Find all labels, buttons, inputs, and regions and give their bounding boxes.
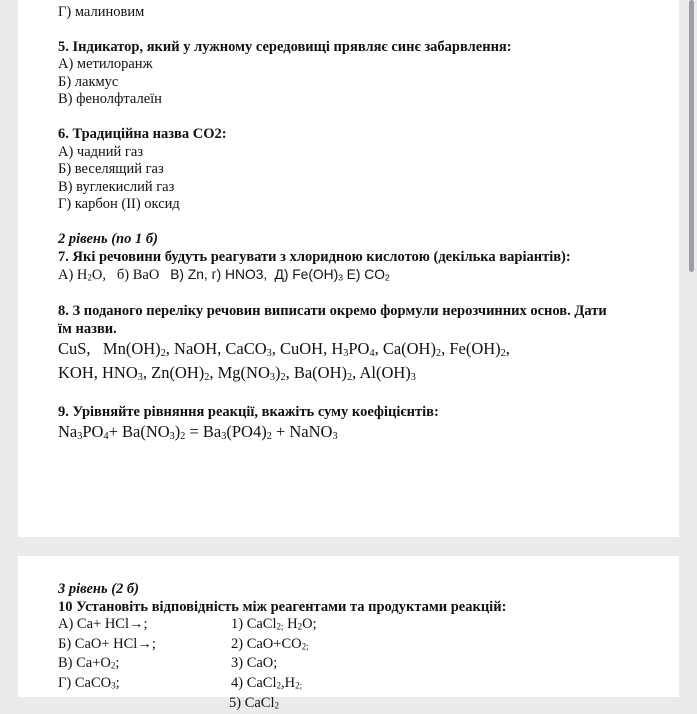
- q10-row-5: [58, 695, 659, 714]
- q10-row-3: [58, 655, 659, 675]
- q7-opt-a: А) $H_2O$,: [58, 267, 107, 284]
- worksheet-page-1: [18, 0, 679, 537]
- q5-option-a: А) метилоранж: [58, 56, 153, 73]
- q8-question-line-2: їм назви.: [58, 320, 117, 337]
- q10-row-2: [58, 636, 659, 656]
- page-2-content: [58, 581, 659, 714]
- q6-option-b: Б) веселящий газ: [58, 161, 164, 178]
- worksheet-page-2: [18, 556, 679, 711]
- scrollbar-thumb[interactable]: [689, 0, 694, 272]
- q10-question: 10 Установіть відповідність між реагентами та продуктами реакцій:: [58, 598, 507, 615]
- q8-formulas-line-2: KOH, $HNO_3$, $Zn(OH)_2$, $Mg(NO_3)_2$, $Ba(OH)_2$, $Al(OH)_3$: [58, 363, 416, 384]
- q5-option-c: В) фенолфталеїн: [58, 91, 162, 108]
- q8-formulas-line-1: CuS, $Mn(OH)_2$, NaOH, CaCO$_3$, CuOH, $H_3PO_4$, $Ca(OH)_2$, $Fe(OH)_2$,: [58, 338, 510, 359]
- q7-opt-e: Е) $CO_2$: [346, 267, 390, 283]
- q10-left-d: Г) CaCO$_3$;: [58, 675, 120, 692]
- q10-right-4: 4) $CaCl_2,H_{2;}$: [231, 675, 303, 692]
- q10-right-2: 2) $CaO+CO_{2;}$: [231, 635, 309, 652]
- q5-question: 5. Індикатор, який у лужному середовищі прявляє синє забарвлення:: [58, 38, 512, 55]
- q10-row-1: [58, 616, 659, 636]
- q9-equation: $Na_3PO_4+ Ba(NO_3)_2 = Ba_3(PO4)_2$ + NaNO$_3$: [58, 421, 338, 442]
- q7-opt-d: Д) $Fe(OH)_3$: [274, 267, 343, 283]
- q10-left-c: В) $Ca+O_2$;: [58, 655, 120, 672]
- q7-opt-c: В) Zn, г) HNO3,: [170, 267, 268, 283]
- level-2-header: 2 рівень (по 1 б): [58, 230, 158, 247]
- q10-right-5: 5) CaCl$_2$: [229, 694, 280, 711]
- q10-left-b: Б) CaO+ HCl→;: [58, 635, 156, 652]
- q8-question-line-1: 8. З поданого переліку речовин виписати окремо формули нерозчинних основ. Дати: [58, 303, 607, 320]
- q10-right-3: 3) CaO;: [231, 655, 278, 672]
- q6-option-c: В) вуглекислий газ: [58, 178, 175, 195]
- q10-row-4: [58, 675, 659, 695]
- q9-question: 9. Урівняйте рівняння реакції, вкажіть суму коефіцієнтів:: [58, 404, 439, 421]
- q6-option-d: Г) карбон (ІІ) оксид: [58, 196, 180, 213]
- q7-options: [58, 266, 659, 287]
- q5-option-b: Б) лакмус: [58, 73, 119, 90]
- q6-option-a: А) чадний газ: [58, 143, 144, 160]
- q6-question: 6. Традиційна назва СО2:: [58, 125, 227, 142]
- q10-right-1: 1) CaCl$_{2;}$ $H_2O$;: [231, 616, 317, 633]
- q7-opt-b: б) BaO: [116, 267, 160, 284]
- q7-question: 7. Які речовини будуть реагувати з хлоридною кислотою (декілька варіантів):: [58, 248, 571, 265]
- level-3-header: 3 рівень (2 б): [58, 581, 139, 597]
- page-1-content: [58, 4, 659, 447]
- q10-left-a: А) Ca+ HCl→;: [58, 616, 148, 633]
- q4-option-g: Г) малиновим: [58, 4, 145, 20]
